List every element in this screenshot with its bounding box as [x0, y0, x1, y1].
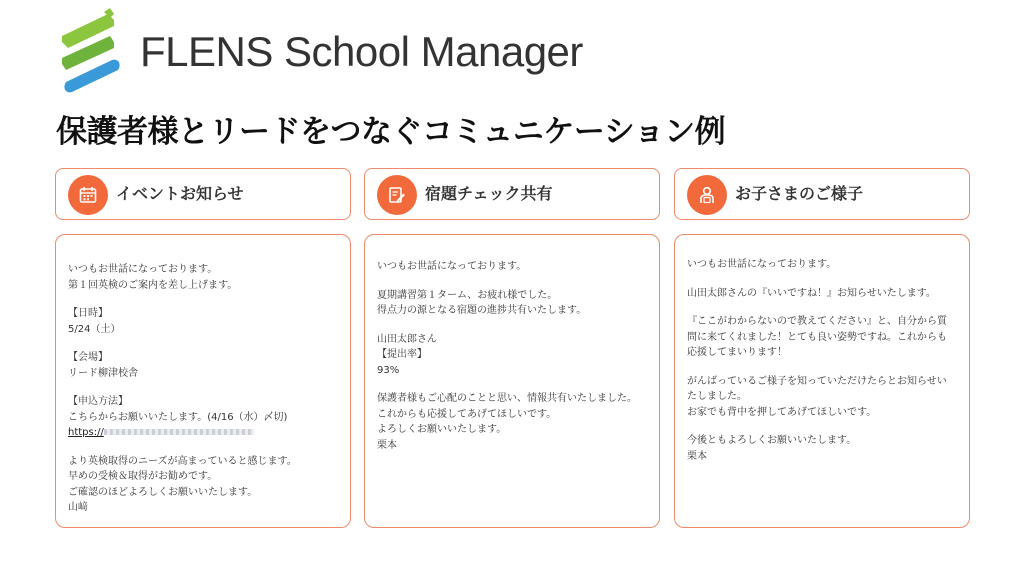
message-line: 【申込方法】 [68, 396, 128, 407]
message-body [687, 257, 963, 464]
blurred-url [104, 429, 254, 435]
message-card-event [55, 234, 351, 528]
page-heading: 保護者様とリードをつなぐコミュニケーション例 [56, 114, 726, 150]
signature: 栗本 [377, 439, 397, 451]
apply-link-row [68, 425, 344, 441]
message-line: 問に来てくれました！とても良い姿勢ですね。これからも [687, 331, 947, 343]
column-title: イベントお知らせ [116, 184, 244, 203]
message-line: より英検取得のニーズが高まっていると感じます。 [68, 455, 297, 467]
message-line: 山田太郎さんの『いいですね！』お知らせいたします。 [687, 287, 936, 299]
message-line: いつもお世話になっております。 [68, 264, 218, 275]
message-line: 夏期講習第１ターム、お疲れ様でした。 [377, 289, 558, 301]
column-header-child [674, 168, 970, 220]
signature: 栗本 [687, 450, 707, 462]
message-line: 5/24（土） [68, 323, 121, 335]
message-line: いつもお世話になっております。 [377, 261, 527, 272]
message-line: 【日時】 [68, 308, 108, 319]
signature: 山﨑 [68, 502, 88, 513]
submission-rate: 93% [377, 364, 400, 376]
clipboard-edit-icon [377, 175, 417, 215]
message-line: たしました。 [687, 391, 747, 402]
message-line: 今後ともよろしくお願いいたします。 [687, 435, 857, 446]
message-line: これからも応援してあげてほしいです。 [377, 408, 557, 420]
message-line: 応援してまいります！ [687, 347, 787, 358]
message-line: よろしくお願いいたします。 [377, 424, 507, 435]
message-line: 『ここがわからないので教えてください』と、自分から質 [687, 316, 947, 327]
message-line: 第１回英検のご案内を差し上げます。 [68, 279, 238, 291]
message-line: 保護者様もご心配のことと思い、情報共有いたしました。 [377, 393, 637, 404]
message-line: がんばっているご様子を知っていただけたらとお知らせい [687, 375, 947, 387]
message-card-homework [364, 234, 660, 528]
message-line: ご確認のほどよろしくお願いいたします。 [68, 486, 258, 498]
message-line: 得点力の源となる宿題の進捗共有いたします。 [377, 305, 587, 316]
calendar-icon [68, 175, 108, 215]
column-title: 宿題チェック共有 [425, 184, 553, 203]
column-title: お子さまのご様子 [735, 184, 864, 203]
message-line: 早めの受検＆取得がお勧めです。 [68, 471, 218, 482]
message-card-child [674, 234, 970, 528]
message-line: 【会場】 [68, 352, 108, 363]
flens-logo-icon [58, 8, 124, 96]
message-line: 山田太郎さん [377, 333, 437, 345]
message-line: いつもお世話になっております。 [687, 259, 837, 270]
message-line: こちらからお願いいたします。(4/16（水）〆切) [68, 411, 288, 423]
message-body [68, 262, 344, 516]
message-body [377, 259, 653, 453]
message-line: リード柳津校舎 [68, 367, 138, 379]
message-line: 【提出率】 [377, 349, 427, 360]
brand-name: FLENS School Manager [140, 28, 583, 75]
column-header-homework [364, 168, 660, 220]
column-header-event [55, 168, 351, 220]
child-icon [687, 175, 727, 215]
apply-link[interactable]: https:// [68, 427, 104, 438]
message-line: お家でも背中を押してあげてほしいです。 [687, 406, 877, 418]
